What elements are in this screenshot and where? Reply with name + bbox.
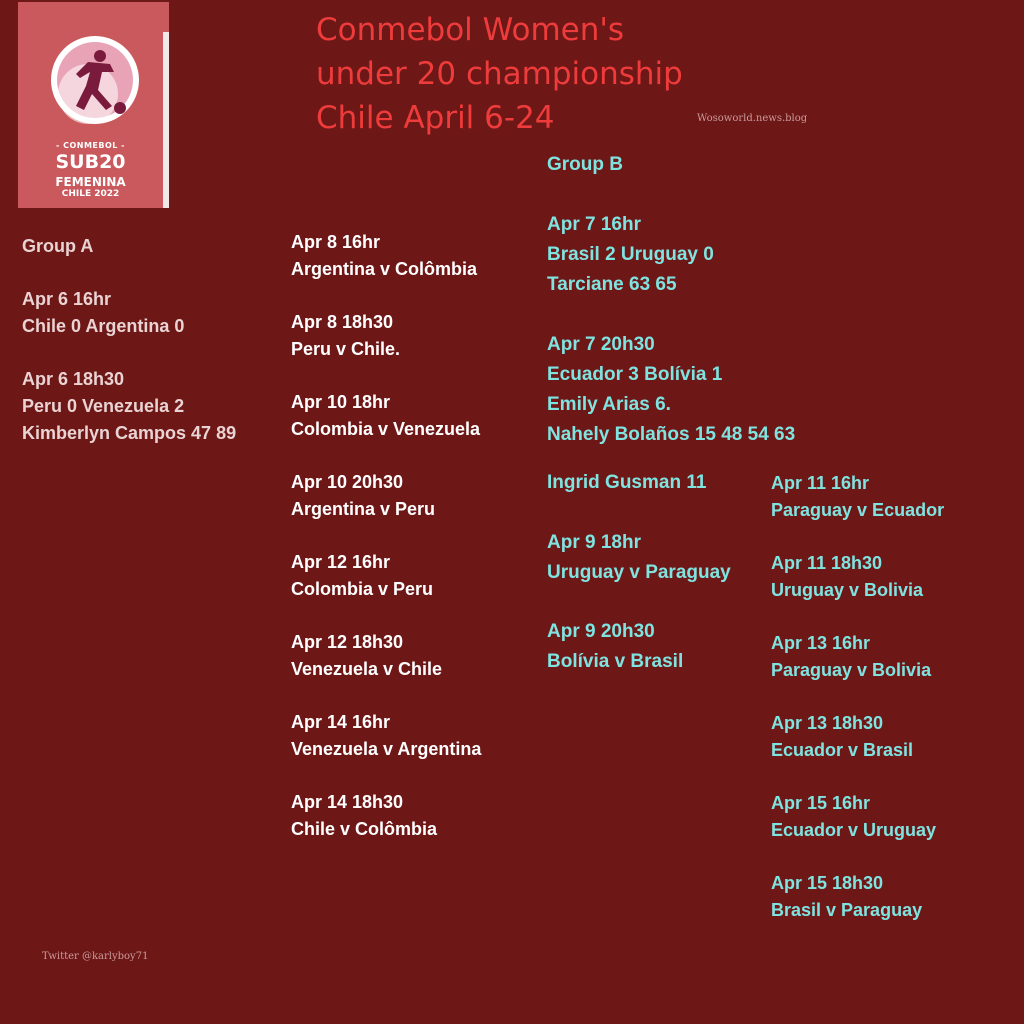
fixture-match: Chile v Colômbia xyxy=(291,819,438,839)
logo-femenina-text: FEMENINA xyxy=(55,175,126,189)
fixture-time: Apr 11 16hr xyxy=(771,473,870,493)
fixture-item xyxy=(771,870,944,950)
fixture-time: Apr 9 18hr xyxy=(547,532,641,553)
fixture-time: Apr 8 16hr xyxy=(291,232,381,252)
fixture-match: Venezuela v Argentina xyxy=(291,739,482,759)
group-b-heading: Group B xyxy=(547,154,623,175)
group-b-fixtures xyxy=(771,470,944,950)
title-line: Conmebol Women's xyxy=(316,12,625,48)
fixture-item xyxy=(291,709,481,789)
title-line: under 20 championship xyxy=(316,56,683,92)
logo-conmebol-text: - CONMEBOL - xyxy=(56,141,125,150)
result-score: Brasil 2 Uruguay 0 xyxy=(547,244,714,265)
watermark: Wosoworld.news.blog xyxy=(697,113,808,124)
fixture-time: Apr 12 18h30 xyxy=(291,632,404,652)
twitter-credit: Twitter @karlyboy71 xyxy=(42,951,149,962)
logo-edge xyxy=(163,32,169,208)
title-line: Chile April 6-24 xyxy=(316,100,555,136)
fixture-time: Apr 13 18h30 xyxy=(771,713,884,733)
fixture-item xyxy=(291,549,481,629)
fixture-match: Argentina v Colômbia xyxy=(291,259,478,279)
fixture-time: Apr 9 20h30 xyxy=(547,621,655,642)
result-time: Apr 6 18h30 xyxy=(22,369,125,389)
result-scorers: Emily Arias 6. xyxy=(547,394,671,415)
fixture-time: Apr 14 16hr xyxy=(291,712,391,732)
fixture-item xyxy=(291,389,481,469)
fixture-item xyxy=(291,469,481,549)
fixture-match: Uruguay v Bolivia xyxy=(771,580,924,600)
result-scorers: Tarciane 63 65 xyxy=(547,274,677,295)
logo-chile-text: CHILE 2022 xyxy=(61,189,120,199)
fixture-item xyxy=(291,229,481,309)
fixture-item xyxy=(771,550,944,630)
group-b-results xyxy=(547,150,795,706)
fixture-match: Venezuela v Chile xyxy=(291,659,443,679)
fixture-match: Paraguay v Ecuador xyxy=(771,500,945,520)
fixture-match: Bolívia v Brasil xyxy=(547,651,684,672)
result-score: Chile 0 Argentina 0 xyxy=(22,316,185,336)
fixture-match: Colombia v Peru xyxy=(291,579,434,599)
fixture-time: Apr 10 18hr xyxy=(291,392,391,412)
fixture-time: Apr 10 20h30 xyxy=(291,472,404,492)
result-scorers: Kimberlyn Campos 47 89 xyxy=(22,423,237,443)
group-a-fixtures xyxy=(291,229,481,869)
fixture-time: Apr 12 16hr xyxy=(291,552,391,572)
result-scorers: Ingrid Gusman 11 xyxy=(547,472,707,493)
fixture-match: Argentina v Peru xyxy=(291,499,436,519)
fixture-match: Ecuador v Brasil xyxy=(771,740,914,760)
fixture-item xyxy=(771,630,944,710)
result-time: Apr 6 16hr xyxy=(22,289,112,309)
fixture-time: Apr 15 18h30 xyxy=(771,873,884,893)
fixture-match: Ecuador v Uruguay xyxy=(771,820,937,840)
tournament-logo xyxy=(18,2,169,208)
group-a-heading: Group A xyxy=(22,236,94,256)
fixture-item xyxy=(547,528,795,617)
player-emblem-icon xyxy=(50,32,140,138)
fixture-time: Apr 11 18h30 xyxy=(771,553,883,573)
fixture-match: Paraguay v Bolivia xyxy=(771,660,932,680)
fixture-time: Apr 14 18h30 xyxy=(291,792,404,812)
fixture-time: Apr 15 16hr xyxy=(771,793,871,813)
result-time: Apr 7 20h30 xyxy=(547,334,655,355)
result-time: Apr 7 16hr xyxy=(547,214,641,235)
fixture-item xyxy=(771,790,944,870)
fixture-item xyxy=(291,629,481,709)
logo-sub20-text: SUB20 xyxy=(55,151,126,173)
result-score: Ecuador 3 Bolívia 1 xyxy=(547,364,723,385)
fixture-item xyxy=(771,710,944,790)
fixture-time: Apr 8 18h30 xyxy=(291,312,394,332)
result-score: Peru 0 Venezuela 2 xyxy=(22,396,185,416)
fixture-item xyxy=(771,470,944,550)
result-scorers: Nahely Bolaños 15 48 54 63 xyxy=(547,424,796,445)
fixture-match: Brasil v Paraguay xyxy=(771,900,923,920)
fixture-match: Colombia v Venezuela xyxy=(291,419,481,439)
fixture-item xyxy=(291,309,481,389)
fixture-time: Apr 13 16hr xyxy=(771,633,871,653)
page-title xyxy=(316,8,683,140)
group-a-results xyxy=(22,233,236,447)
fixture-item xyxy=(547,617,795,706)
fixture-item xyxy=(291,789,481,869)
fixture-match: Uruguay v Paraguay xyxy=(547,562,731,583)
fixture-match: Peru v Chile. xyxy=(291,339,401,359)
